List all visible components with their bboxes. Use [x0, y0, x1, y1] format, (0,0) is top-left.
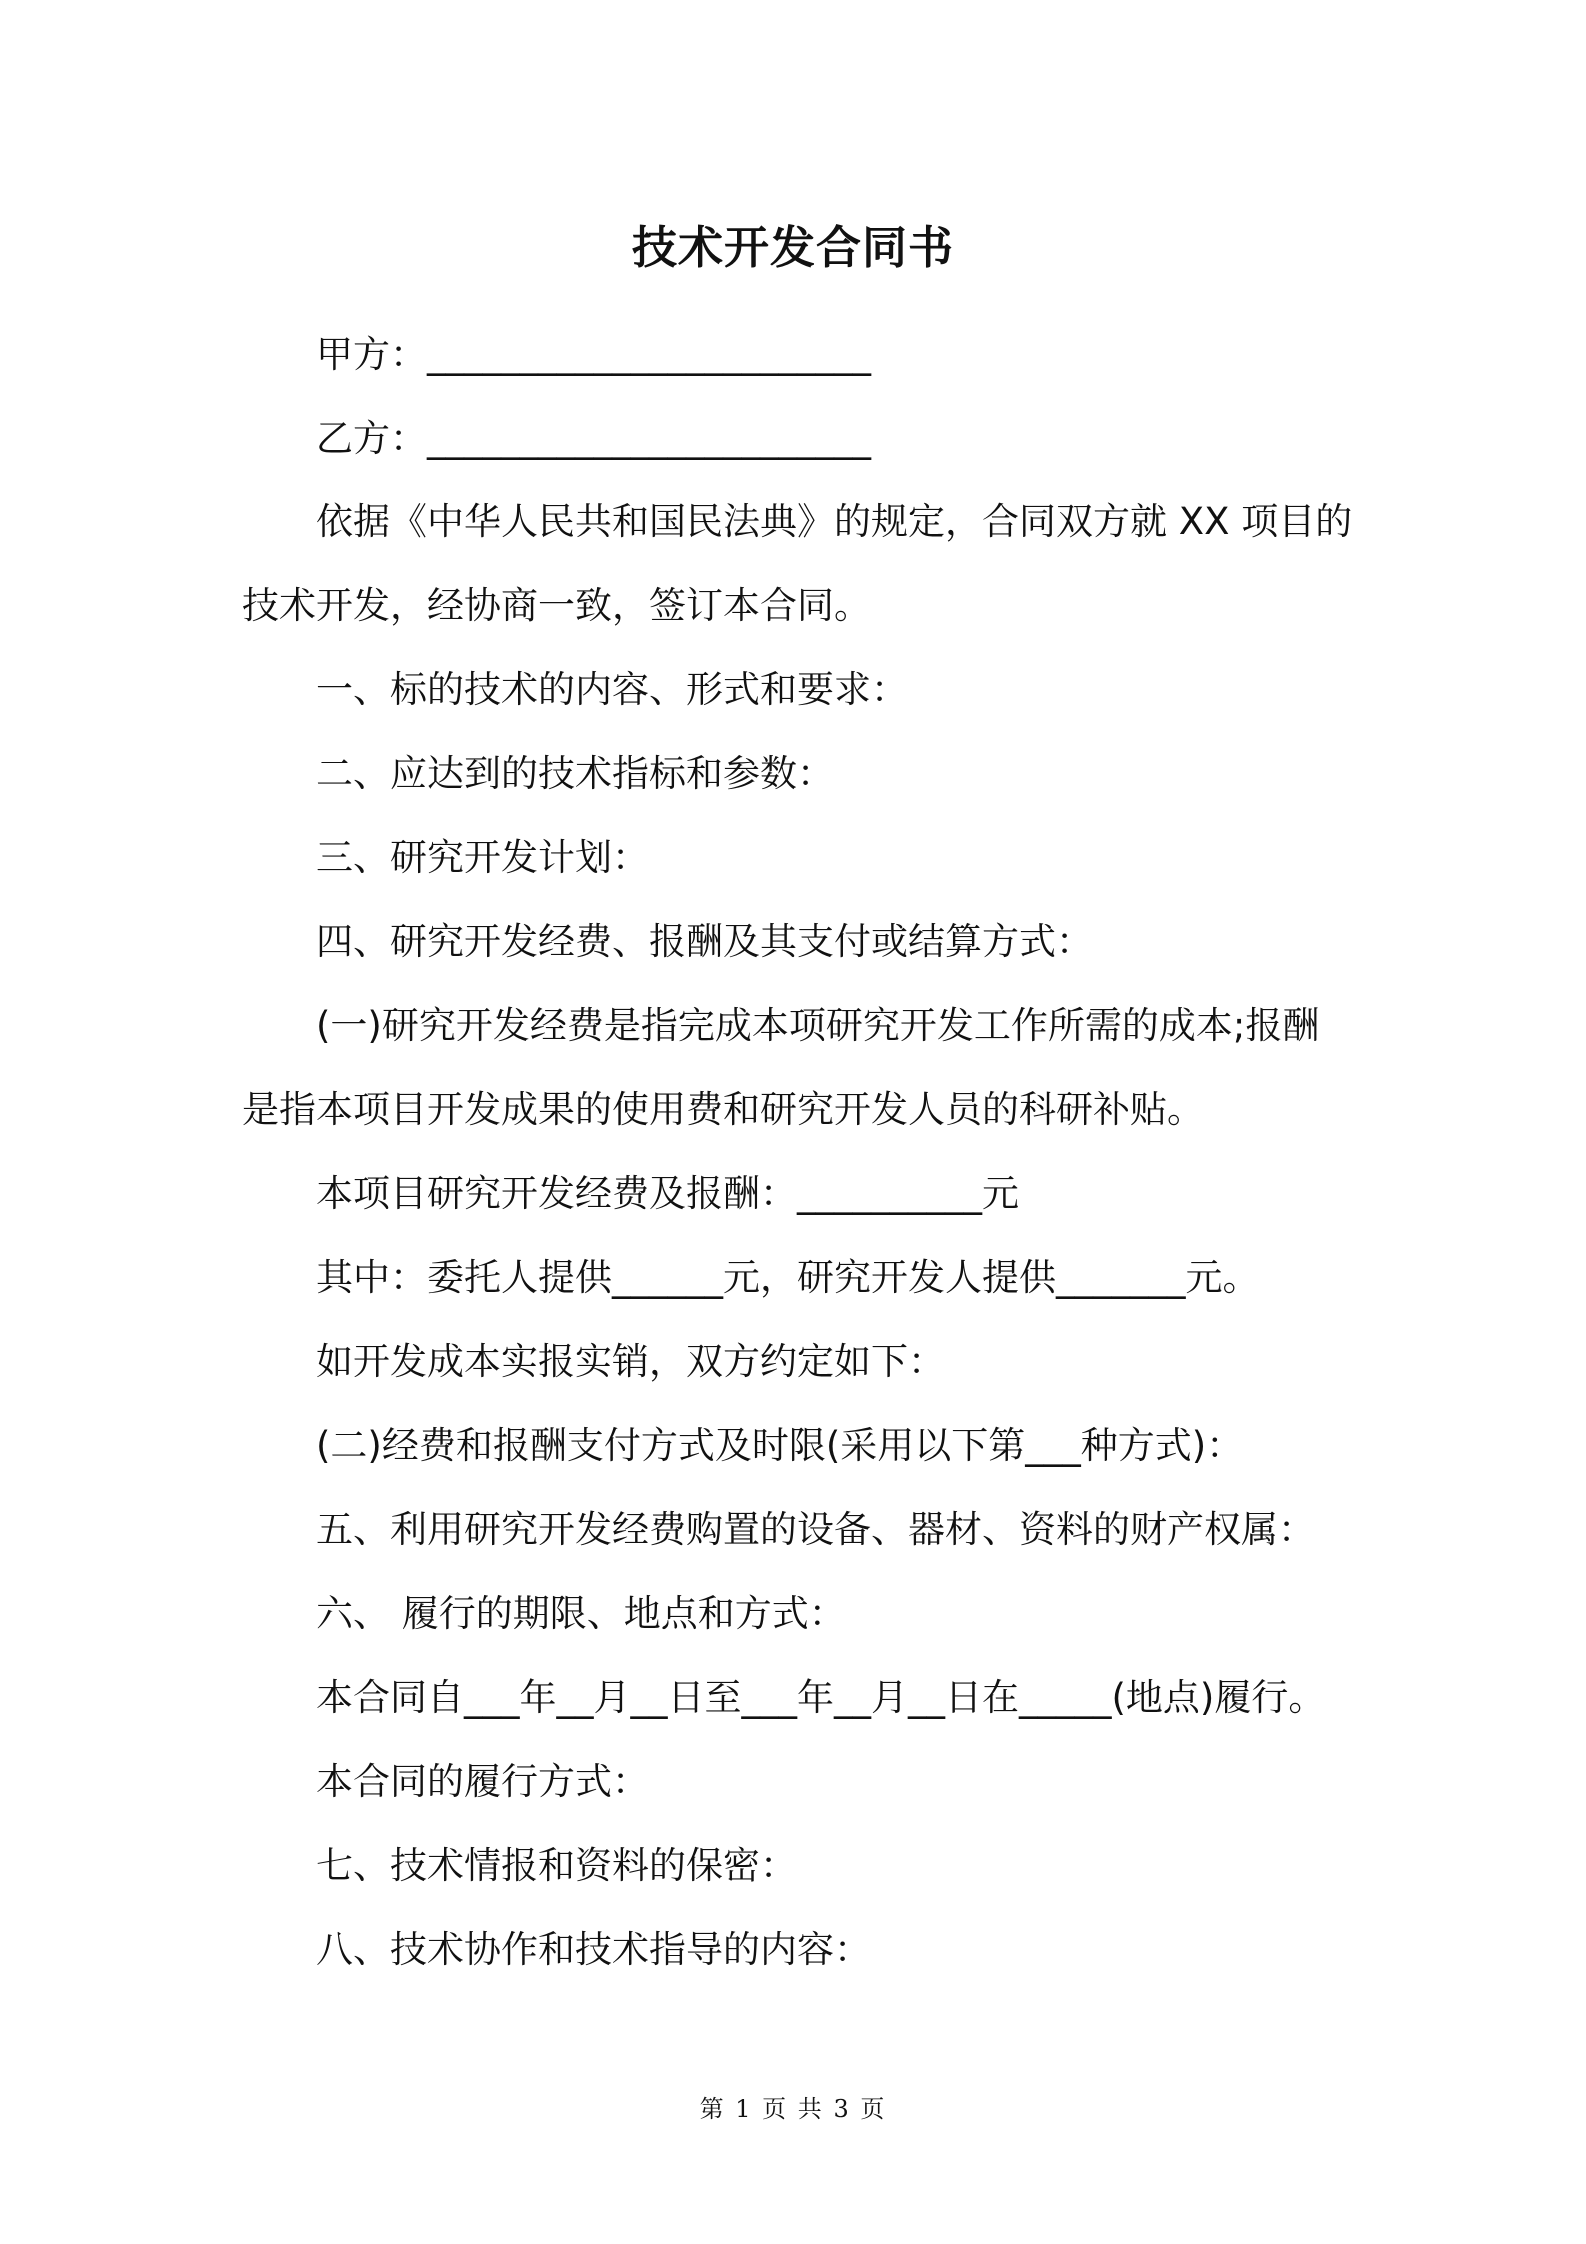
- performance-period-line: 本合同自___年__月__日至___年__月__日在_____(地点)履行。: [316, 1676, 1326, 1719]
- clause-7-heading: 七、技术情报和资料的保密：: [316, 1844, 797, 1887]
- fee-total-line: 本项目研究开发经费及报酬：__________元: [316, 1172, 1019, 1215]
- page-footer: 第 1 页 共 3 页: [699, 2095, 887, 2123]
- document-title: 技术开发合同书: [631, 221, 954, 274]
- clause-6-heading: 六、 履行的期限、地点和方式：: [316, 1592, 846, 1635]
- preamble-line-2: 技术开发，经协商一致，签订本合同。: [242, 584, 871, 627]
- clause-5-heading: 五、利用研究开发经费购置的设备、器材、资料的财产权属：: [316, 1508, 1315, 1551]
- clause-4-heading: 四、研究开发经费、报酬及其支付或结算方式：: [316, 920, 1093, 963]
- cost-reimbursement-line: 如开发成本实报实销，双方约定如下：: [316, 1340, 945, 1383]
- party-a-line: 甲方：________________________: [316, 333, 871, 376]
- preamble-line-1: 依据《中华人民共和国民法典》的规定，合同双方就 XX 项目的: [316, 500, 1353, 543]
- clause-2-heading: 二、应达到的技术指标和参数：: [316, 752, 834, 795]
- performance-method-line: 本合同的履行方式：: [316, 1760, 649, 1803]
- fee-split-line: 其中：委托人提供______元，研究开发人提供_______元。: [316, 1256, 1260, 1299]
- clause-3-heading: 三、研究开发计划：: [316, 836, 649, 879]
- clause-4-2-line: (二)经费和报酬支付方式及时限(采用以下第___种方式)：: [316, 1424, 1244, 1467]
- clause-4-1-line-2: 是指本项目开发成果的使用费和研究开发人员的科研补贴。: [242, 1088, 1204, 1131]
- party-b-line: 乙方：________________________: [316, 417, 871, 460]
- clause-1-heading: 一、标的技术的内容、形式和要求：: [316, 668, 908, 711]
- clause-8-heading: 八、技术协作和技术指导的内容：: [316, 1928, 871, 1971]
- clause-4-1-line-1: (一)研究开发经费是指完成本项研究开发工作所需的成本;报酬: [316, 1004, 1320, 1047]
